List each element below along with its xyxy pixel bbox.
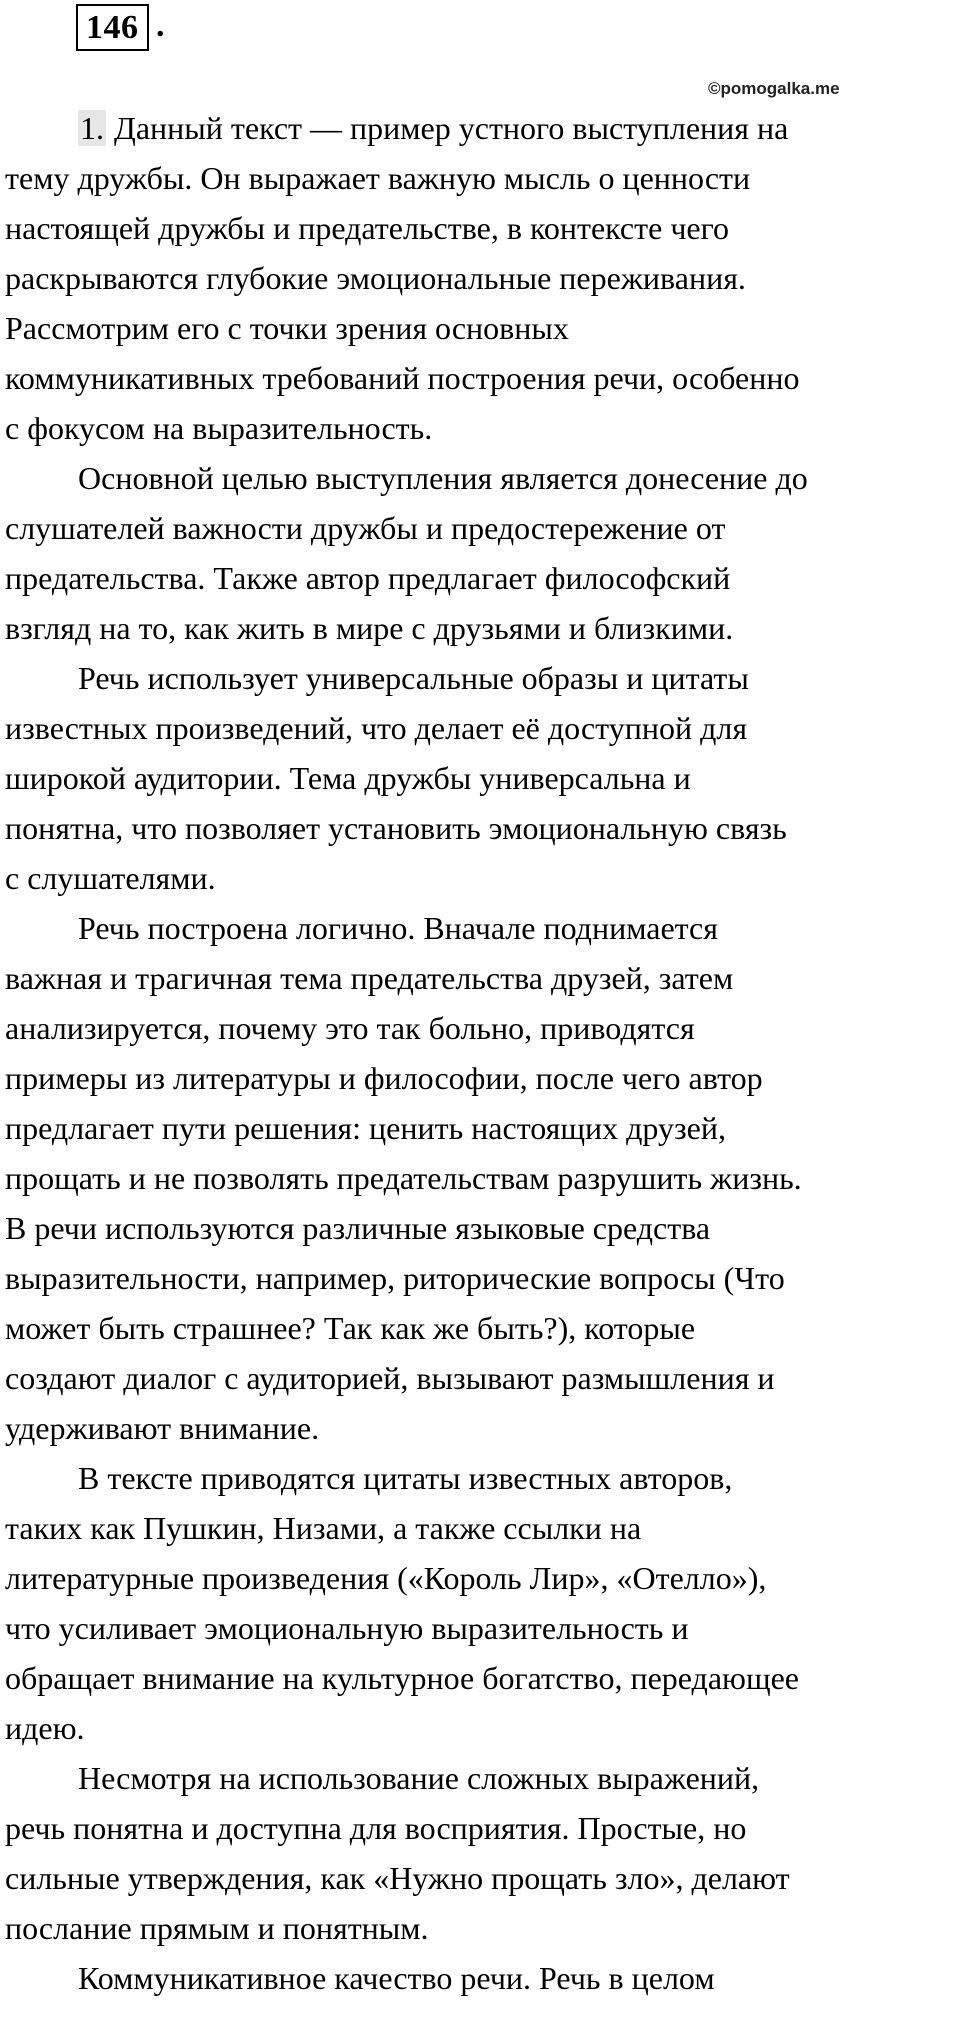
text-line: обращает внимание на культурное богатство, передающее (5, 1660, 799, 1696)
text-line: Речь использует универсальные образы и цитаты (78, 660, 749, 696)
text-line (5, 103, 960, 153)
text-line: важная и трагичная тема предательства друзей, затем (5, 960, 734, 996)
exercise-number: 146 (76, 4, 149, 51)
text-line: понятна, что позволяет установить эмоциональную связь (5, 810, 787, 846)
text-line: анализируется, почему это так больно, приводятся (5, 1010, 695, 1046)
text-line: В речи используются различные языковые средства (5, 1210, 711, 1246)
paragraph-marker: 1. (80, 110, 104, 146)
text-line: идею. (5, 1710, 85, 1746)
text-line: с слушателями. (5, 860, 216, 896)
text-line: речь понятна и доступна для восприятия. Простые, но (5, 1810, 747, 1846)
text-line: Рассмотрим его с точки зрения основных (5, 310, 569, 346)
text-line: что усиливает эмоциональную выразительность и (5, 1610, 689, 1646)
exercise-number-dot: . (156, 7, 165, 44)
text-line-content: Данный текст — пример устного выступления на (106, 110, 789, 146)
text-line: раскрываются глубокие эмоциональные переживания. (5, 260, 746, 296)
text-line: взгляд на то, как жить в мире с друзьями и близкими. (5, 610, 734, 646)
text-line: коммуникативных требований построения речи, особенно (5, 360, 800, 396)
text-line: создают диалог с аудиторией, вызывают размышления и (5, 1360, 775, 1396)
text-line: Речь построена логично. Вначале поднимается (78, 910, 718, 946)
text-line: широкой аудитории. Тема дружбы универсальна и (5, 760, 691, 796)
text-line: слушателей важности дружбы и предостережение от (5, 510, 726, 546)
text-line: литературные произведения («Король Лир», «Отелло»), (5, 1560, 767, 1596)
text-line: прощать и не позволять предательствам разрушить жизнь. (5, 1160, 802, 1196)
text-line: удерживают внимание. (5, 1410, 320, 1446)
text-line: предлагает пути решения: ценить настоящих друзей, (5, 1110, 726, 1146)
watermark: ©pomogalka.me (708, 79, 840, 98)
text-line: Несмотря на использование сложных выражений, (78, 1760, 760, 1796)
text-line: настоящей дружбы и предательстве, в контексте чего (5, 210, 729, 246)
text-line: известных произведений, что делает её доступной для (5, 710, 748, 746)
text-line: примеры из литературы и философии, после чего автор (5, 1060, 763, 1096)
text-line: Коммуникативное качество речи. Речь в целом (78, 1960, 715, 1996)
text-line: выразительности, например, риторические вопросы (Что (5, 1260, 785, 1296)
text-line: с фокусом на выразительность. (5, 410, 433, 446)
text-line: таких как Пушкин, Низами, а также ссылки на (5, 1510, 642, 1546)
text-line: тему дружбы. Он выражает важную мысль о ценности (5, 160, 751, 196)
text-line: В тексте приводятся цитаты известных авторов, (78, 1460, 733, 1496)
text-line: сильные утверждения, как «Нужно прощать зло», делают (5, 1860, 790, 1896)
text-line: предательства. Также автор предлагает философский (5, 560, 731, 596)
text-line: послание прямым и понятным. (5, 1910, 429, 1946)
text-line: может быть страшнее? Так как же быть?), которые (5, 1310, 696, 1346)
text-line: Основной целью выступления является донесение до (78, 460, 808, 496)
document-text (5, 103, 960, 2003)
